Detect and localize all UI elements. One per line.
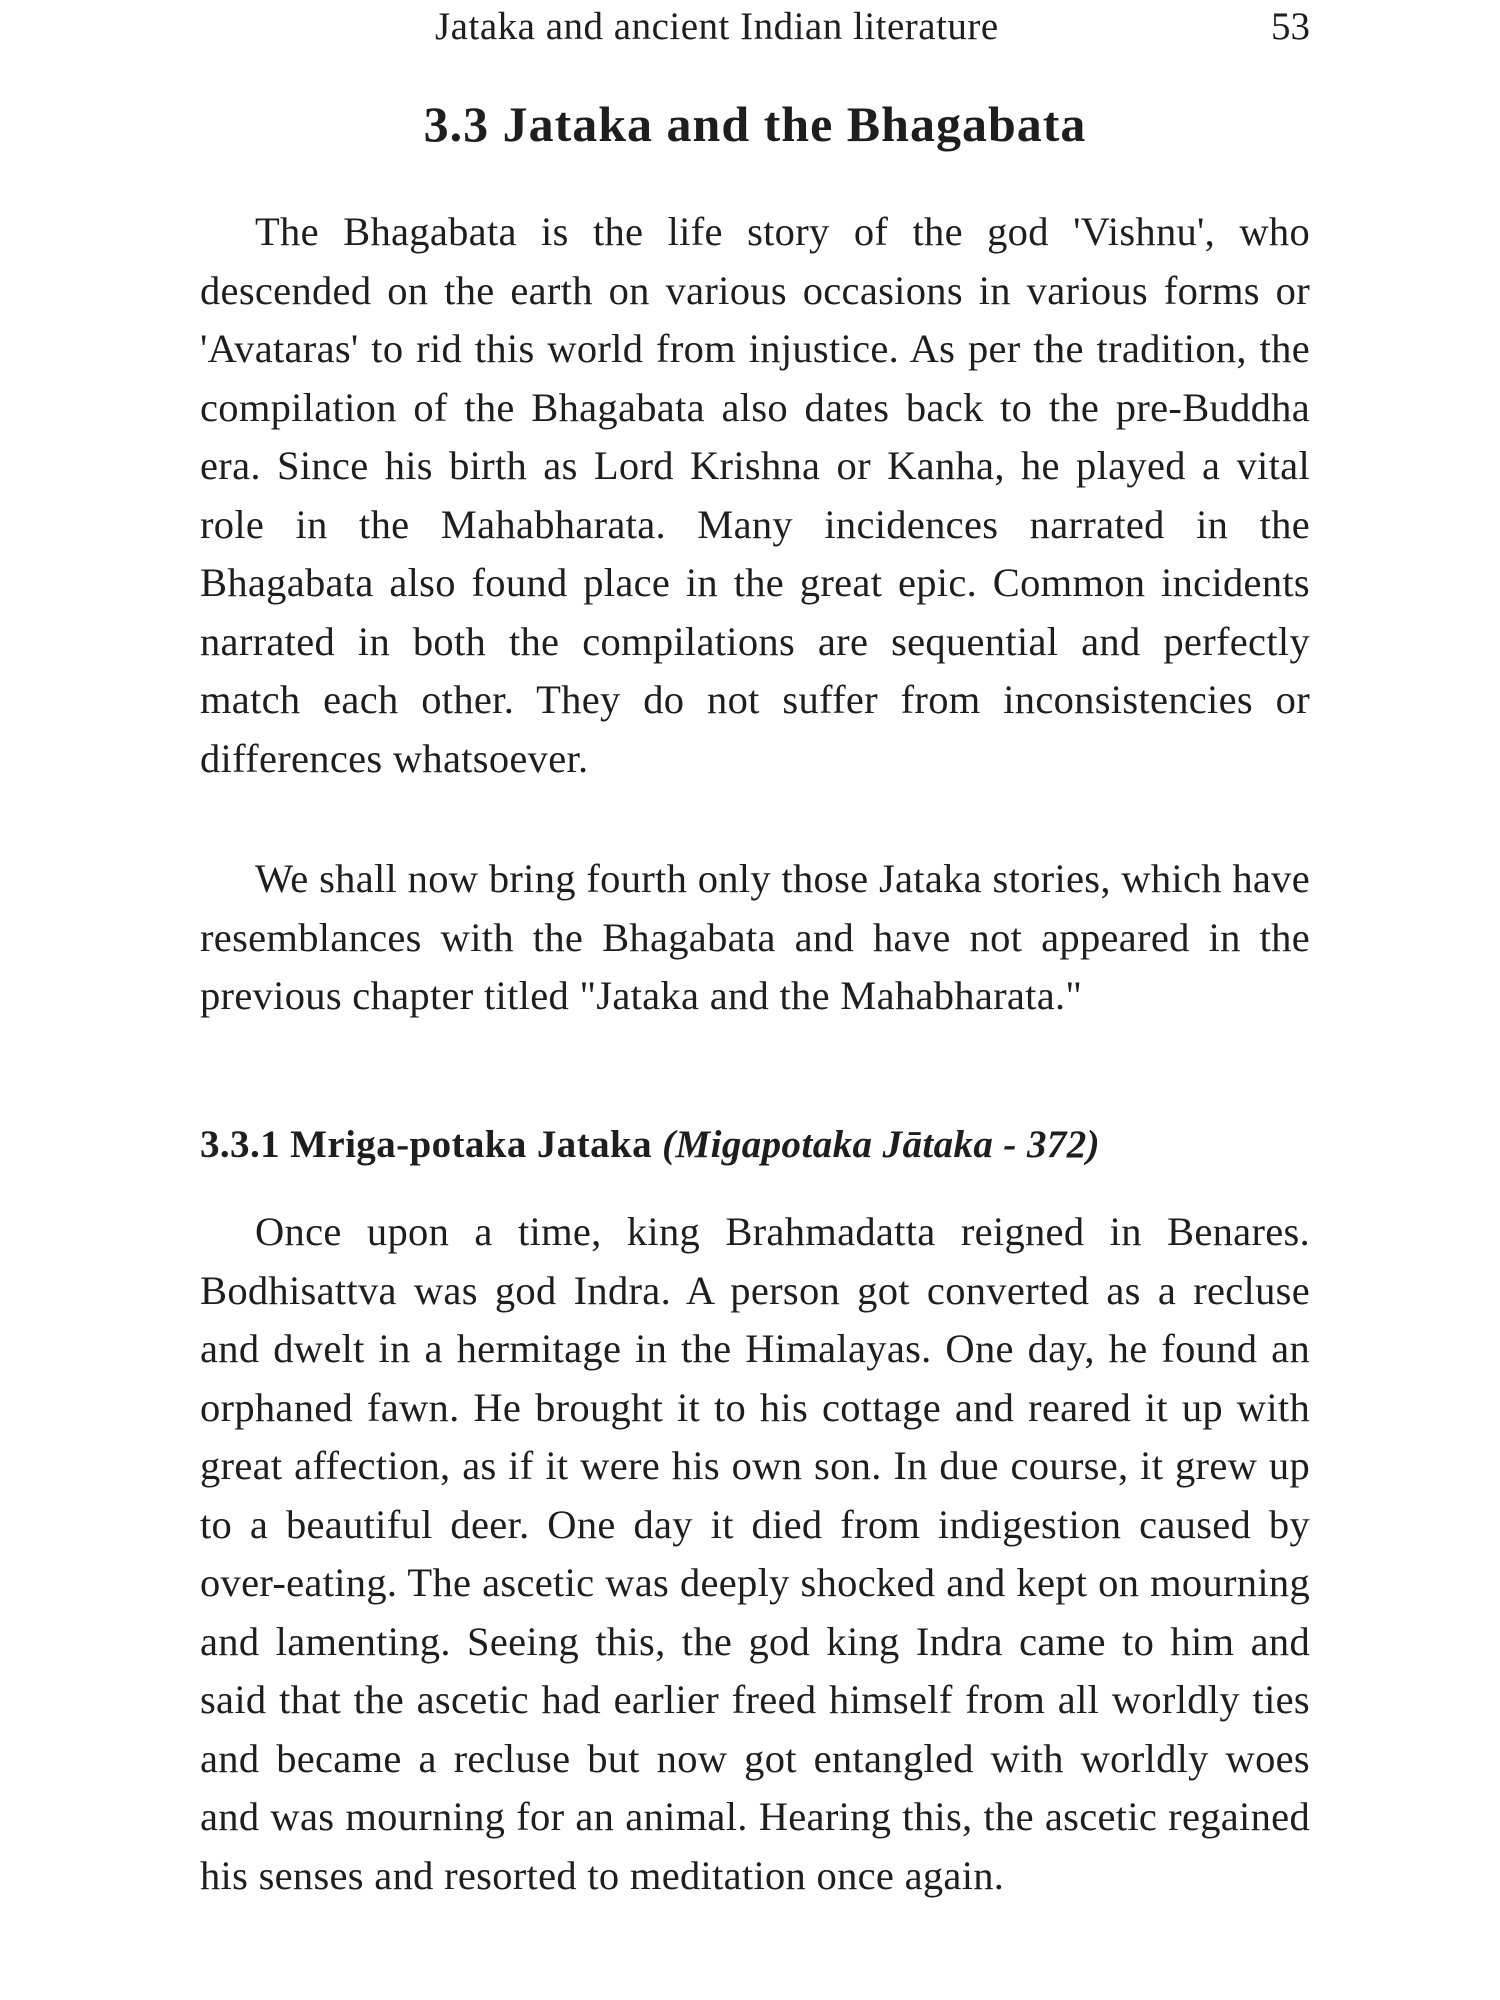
subsection-title-main: 3.3.1 Mriga-potaka Jataka [200,1123,652,1166]
running-title: Jataka and ancient Indian literature [435,5,999,48]
body-paragraph: We shall now bring fourth only those Jataka stories, which have resemblances with the Bhagabata and have not appeared in the previous chapter titled "Jataka and the Mahabharata." [200,856,1310,1018]
story-paragraph: Once upon a time, king Brahmadatta reigned in Benares. Bodhisattva was god Indra. A person got converted as a recluse and dwelt in a hermitage in the Himalayas. One day, he found an orphaned fawn. He brought it to his cottage and reared it up with great affection, as if it were his own son. In due course, it grew up to a beautiful deer. One day it died from indigestion caused by over-eating. The ascetic was deeply shocked and kept on mourning and lamenting. Seeing this, the god king Indra came to him and said that the ascetic had earlier freed himself from all worldly ties and became a recluse but now got entangled with worldly woes and was mourning for an animal. Hearing this, the ascetic regained his senses and resorted to meditation once again. [200,1209,1310,1898]
page-number: 53 [1271,5,1310,48]
subsection-title-pali: (Migapotaka Jātaka - 372) [662,1123,1101,1166]
section-title: 3.3 Jataka and the Bhagabata [423,96,1087,152]
subsection-title [200,1122,1310,1167]
body-paragraph: The Bhagabata is the life story of the god 'Vishnu', who descended on the earth on various occasions in various forms or 'Avataras' to rid this world from injustice. As per the tradition, the compilation of the Bhagabata also dates back to the pre-Buddha era. Since his birth as Lord Krishna or Kanha, he played a vital role in the Mahabharata. Many incidences narrated in the Bhagabata also found place in the great epic. Common incidents narrated in both the compilations are sequential and perfectly match each other. They do not suffer from inconsistencies or differences whatsoever. [200,209,1310,781]
running-header [200,4,1310,60]
